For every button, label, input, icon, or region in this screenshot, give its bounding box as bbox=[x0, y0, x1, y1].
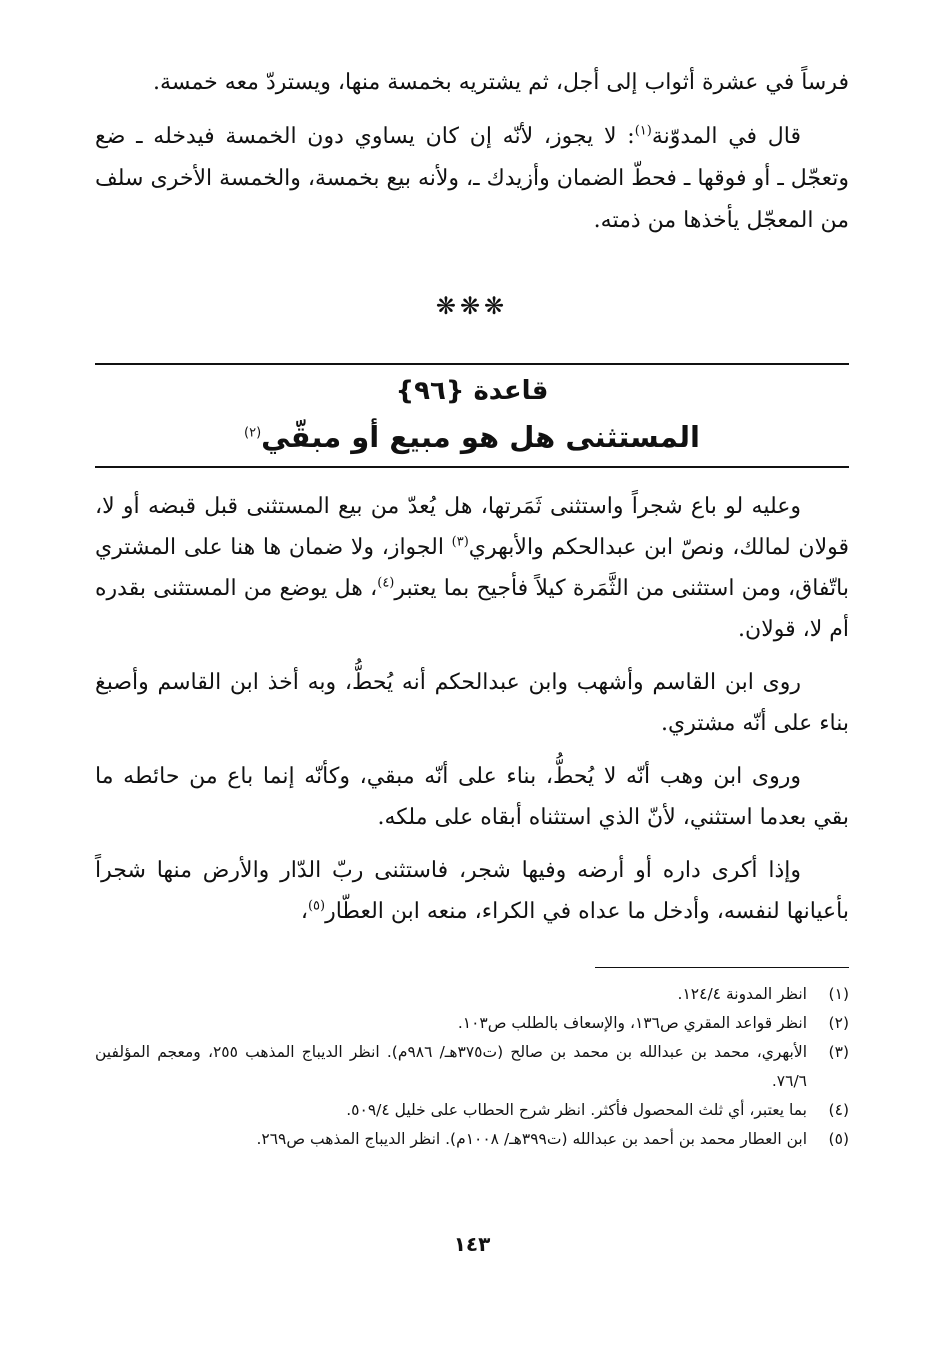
footnotes bbox=[95, 980, 849, 1154]
continued-text bbox=[95, 62, 849, 242]
footnote-separator bbox=[595, 967, 849, 968]
paragraph bbox=[95, 116, 849, 242]
text-run: ، bbox=[300, 899, 308, 924]
text-run: وعليه لو باع شجراً واستثنى ثَمَرتها، هل يُعدّ من بيع المستثنى قبل قبضه أو لا، قولان لمالك، ونصّ ابن عبدالحكم والأبهري bbox=[95, 494, 849, 560]
rule-title-text: المستثنى هل هو مبيع أو مبقّي bbox=[261, 420, 700, 454]
text-run: ، هل يوضع من المستثنى بقدره أم لا، قولان. bbox=[95, 576, 849, 642]
rule-heading bbox=[95, 370, 849, 462]
page-number: ١٤٣ bbox=[453, 1232, 491, 1256]
rule-body bbox=[95, 486, 849, 932]
footnote-ref[interactable]: (٥) bbox=[307, 898, 326, 914]
rule-title bbox=[95, 412, 849, 462]
footnote bbox=[95, 1125, 849, 1154]
footnote-text: بما يعتبر، أي ثلث المحصول فأكثر. انظر شرح الحطاب على خليل ٥٠٩/٤. bbox=[346, 1101, 807, 1119]
footnote-ref[interactable]: (٢) bbox=[244, 425, 262, 441]
paragraph: وروى ابن وهب أنّه لا يُحطُّ، بناء على أنّه مبقي، وكأنّه إنما باع من حائطه ما بقي بعدما استثني، لأنّ الذي استثناه أبقاه على ملكه. bbox=[95, 764, 849, 830]
footnote-number: (٤) bbox=[828, 1101, 849, 1119]
paragraph: روى ابن القاسم وأشهب وابن عبدالحكم أنه يُحطُّ، وبه أخذ ابن القاسم وأصبغ بناء على أنّه مشتري. bbox=[95, 670, 849, 736]
rule-number: قاعدة {٩٦} bbox=[395, 376, 549, 406]
footnote bbox=[95, 1096, 849, 1125]
footnote-text: ابن العطار محمد بن أحمد بن عبدالله (ت٣٩٩هـ/ ١٠٠٨م). انظر الديباج المذهب ص٢٦٩. bbox=[256, 1130, 807, 1148]
footnote-number: (٢) bbox=[828, 1014, 849, 1032]
footnote bbox=[95, 980, 849, 1009]
footnote-ref[interactable]: (٤) bbox=[377, 575, 395, 591]
paragraph bbox=[95, 486, 849, 650]
footnote-number: (٣) bbox=[828, 1043, 849, 1061]
paragraph: فرساً في عشرة أثواب إلى أجل، ثم يشتريه بخمسة منها، ويستردّ معه خمسة. bbox=[153, 70, 849, 95]
heading-rule-top bbox=[95, 363, 849, 365]
text-run: : لا يجوز، لأنّه إن كان يساوي دون الخمسة فيدخله ـ ضع وتعجّل ـ أو فوقها ـ فحطّ الضمان وأزيدك ـ، ولأنه بيع بخمسة، والخمسة الأخرى سلف من المعجّل يأخذها من ذمته. bbox=[95, 124, 849, 233]
footnote-number: (١) bbox=[828, 985, 849, 1003]
footnote-ref[interactable]: (١) bbox=[634, 123, 652, 139]
footnote-number: (٥) bbox=[828, 1130, 849, 1148]
footnote-text: الأبهري، محمد بن عبدالله بن محمد بن صالح (ت٣٧٥هـ/ ٩٨٦م). انظر الديباج المذهب ٢٥٥، ومعجم المؤلفين ٧٦/٦. bbox=[95, 1043, 808, 1090]
paragraph bbox=[95, 850, 849, 932]
footnote-text: انظر قواعد المقري ص١٣٦، والإسعاف بالطلب ص١٠٣. bbox=[457, 1014, 807, 1032]
footnote-text: انظر المدونة ١٢٤/٤. bbox=[677, 985, 807, 1003]
text-run: الجواز، ولا ضمان ها هنا على المشتري باتّفاق، ومن استثنى من الثَّمَرة كيلاً فأجيح بما يعتبر bbox=[95, 535, 849, 601]
heading-rule-bottom bbox=[95, 466, 849, 468]
text-run: وإذا أكرى داره أو أرضه وفيها شجر، فاستثنى ربّ الدّار والأرض منها شجراً بأعيانها لنفسه، وأدخل ما عداه في الكراء، منعه ابن العطّار bbox=[95, 858, 849, 924]
text-run: قال في المدوّنة bbox=[651, 124, 802, 149]
footnote bbox=[95, 1009, 849, 1038]
section-separator: ❋❋❋ bbox=[435, 292, 509, 320]
footnote-ref[interactable]: (٣) bbox=[451, 534, 469, 550]
footnote bbox=[95, 1038, 849, 1096]
